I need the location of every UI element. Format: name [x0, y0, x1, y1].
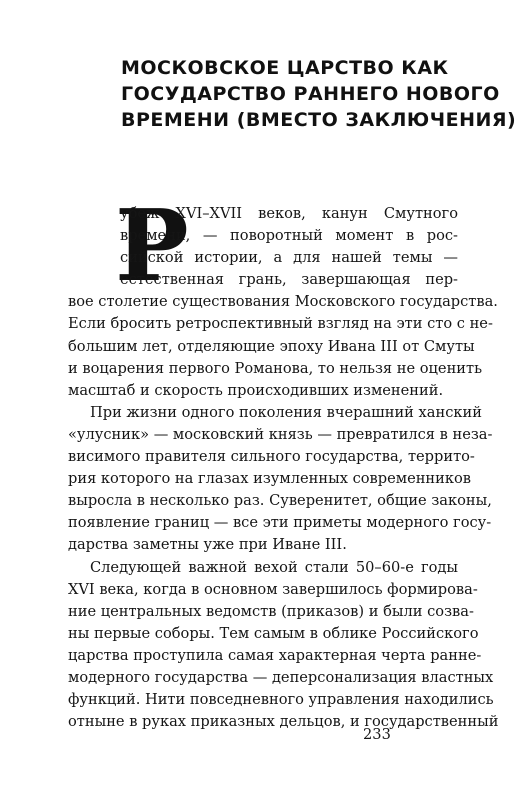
text-line: XVI века, когда в основном завершилось формирова- [68, 580, 478, 598]
text-line: Следующей важной вехой стали 50–60-е годы [90, 558, 458, 576]
text-line: «улусник» — московский князь — превратился в неза- [68, 425, 493, 443]
text-line: убеж XVI–XVII веков, канун Смутного [120, 205, 458, 222]
text-line: выросла в несколько раз. Суверенитет, общие законы, [68, 492, 492, 510]
text-line: естественная грань, завершающая пер- [120, 271, 458, 289]
text-line: сийской истории, а для нашей темы — [120, 249, 458, 267]
text-line: висимого правителя сильного государства, террито- [68, 448, 475, 466]
text-line: модерного государства — деперсонализация властных [68, 668, 494, 686]
text-line: царства проступила самая характерная черта ранне- [68, 646, 482, 664]
chapter-title-line: МОСКОВСКОЕ ЦАРСТВО КАК [121, 57, 449, 79]
text-line: рия которого на глазах изумленных современников [68, 470, 472, 488]
paragraph [68, 402, 493, 557]
body-text [68, 203, 499, 733]
text-line: дарства заметны уже при Иване III. [68, 536, 347, 554]
text-line: ние центральных ведомств (приказов) и были созва- [68, 602, 474, 620]
paragraph [68, 557, 499, 734]
text-line: ны первые соборы. Тем самым в облике Российского [68, 624, 479, 642]
drop-cap: Р [115, 189, 189, 304]
chapter-title [121, 55, 516, 133]
text-line: Если бросить ретроспективный взгляд на эти сто с не- [68, 315, 493, 333]
chapter-title-line: ВРЕМЕНИ (ВМЕСТО ЗАКЛЮЧЕНИЯ) [121, 109, 516, 131]
page-number: 233 [363, 726, 391, 743]
text-line: отныне в руках приказных дельцов, и государственный [68, 713, 499, 731]
text-line: При жизни одного поколения вчерашний ханский [90, 403, 482, 421]
text-line: большим лет, отделяющие эпоху Ивана III от Смуты [68, 337, 475, 355]
paragraph [68, 203, 498, 402]
text-line: времени, — поворотный момент в рос- [120, 227, 458, 245]
text-line: и воцарения первого Романова, то нельзя не оценить [68, 359, 483, 377]
text-line: появление границ — все эти приметы модерного госу- [68, 514, 492, 532]
text-line: вое столетие существования Московского государства. [68, 293, 498, 311]
text-line: функций. Нити повседневного управления находились [68, 691, 494, 709]
chapter-title-line: ГОСУДАРСТВО РАННЕГО НОВОГО [121, 83, 500, 105]
text-line: масштаб и скорость происходивших изменений. [68, 381, 444, 399]
